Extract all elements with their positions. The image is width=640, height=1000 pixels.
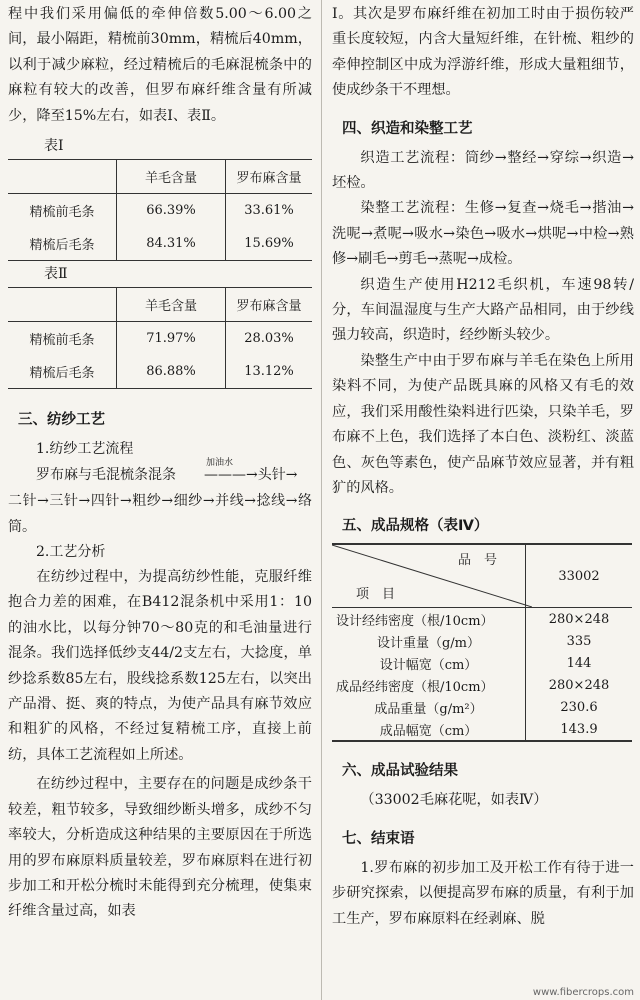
flow-text: →头针→ bbox=[246, 467, 298, 484]
table-cell: 86.88% bbox=[117, 355, 226, 389]
column-divider bbox=[321, 0, 322, 1000]
table-cell: 设计重量（g/m） bbox=[376, 635, 481, 651]
table-cell: 成品经纬密度（根/10cm） bbox=[336, 679, 494, 695]
table-header: 罗布麻含量 bbox=[226, 288, 313, 322]
table-row bbox=[8, 322, 312, 356]
table-row bbox=[8, 288, 312, 322]
arrow-with-label: 加油水 ——— bbox=[176, 462, 246, 488]
table-cell: 28.03% bbox=[244, 331, 294, 347]
body-paragraph: 染整生产中由于罗布麻与羊毛在染色上所用染料不同，为使产品既具麻的风格又有毛的效应，我们采用酸性染料进行匹染，只染羊毛，罗布麻不上色，我们选择了本白色、淡粉红、淡蓝色、灰色等素色，使产品麻节效应显著，并有粗犷的风格。 bbox=[332, 352, 634, 496]
section-5-heading: 五、成品规格（表Ⅳ） bbox=[342, 518, 489, 535]
subsection-2-heading: 2.工艺分析 bbox=[36, 544, 106, 561]
section-7-heading: 七、结束语 bbox=[342, 830, 415, 847]
table-row bbox=[8, 160, 312, 194]
dyeing-flow: 染整工艺流程：生修→复查→烧毛→揩油→洗呢→煮呢→吸水→染色→吸水→烘呢→中检→熟修→刷毛→剪毛→蒸呢→成检。 bbox=[332, 200, 634, 268]
spec-table bbox=[332, 543, 632, 742]
flow-text: 罗布麻与毛混梳条混条 bbox=[36, 467, 176, 484]
table-cell: 设计经纬密度（根/10cm） bbox=[332, 608, 526, 631]
table-cell: 71.97% bbox=[117, 322, 226, 356]
table-cell: 335 bbox=[526, 630, 633, 652]
diagonal-header bbox=[332, 545, 525, 607]
intro-paragraph: 程中我们采用偏低的牵伸倍数5.00～6.00之间，最小隔距，精梳前30mm，精梳后40mm，以利于减少麻粒，经过精梳后的毛麻混梳条中的麻粒有较大的改善，但罗布麻纤维含量有所减少，降至15%左右，如表Ⅰ、表Ⅱ。 bbox=[8, 6, 312, 124]
table-cell: 精梳前毛条 bbox=[8, 194, 117, 228]
table-cell: 143.9 bbox=[526, 718, 633, 741]
table-row bbox=[8, 194, 312, 228]
table-cell: 280×248 bbox=[526, 608, 633, 631]
table-cell: 成品幅宽（cm） bbox=[332, 718, 526, 741]
table-row bbox=[332, 608, 632, 631]
table-1 bbox=[8, 159, 312, 261]
table-cell: 成品重量（g/m²） bbox=[374, 701, 483, 717]
table-row bbox=[332, 718, 632, 741]
result-note: （33002毛麻花呢，如表Ⅳ） bbox=[360, 792, 548, 809]
table-cell bbox=[8, 160, 117, 194]
table-cell: 33.61% bbox=[244, 203, 294, 219]
body-paragraph: 织造生产使用H212毛织机，车速98转/分，车间温湿度与生产大路产品相同，由于纱线强力较高，织造时，经纱断头较少。 bbox=[332, 276, 634, 344]
table-2 bbox=[8, 287, 312, 389]
left-column bbox=[8, 0, 312, 925]
table-row bbox=[8, 227, 312, 261]
table-cell: 15.69% bbox=[244, 236, 294, 252]
table-cell bbox=[8, 288, 117, 322]
right-column bbox=[332, 0, 634, 932]
header-item: 项 目 bbox=[356, 587, 396, 603]
table-row bbox=[8, 355, 312, 389]
product-number: 33002 bbox=[526, 544, 633, 608]
table-cell: 230.6 bbox=[526, 696, 633, 718]
table-cell: 设计幅宽（cm） bbox=[379, 657, 478, 673]
table-cell: 13.12% bbox=[244, 364, 294, 380]
table-header: 羊毛含量 bbox=[117, 160, 226, 194]
subsection-1-heading: 1.纺纱工艺流程 bbox=[36, 441, 134, 458]
table-cell: 精梳前毛条 bbox=[8, 322, 117, 356]
table-header: 羊毛含量 bbox=[117, 288, 226, 322]
table-cell: 精梳后毛条 bbox=[8, 227, 117, 261]
section-6-heading: 六、成品试验结果 bbox=[342, 763, 458, 780]
section-4-heading: 四、织造和染整工艺 bbox=[342, 120, 473, 137]
section-3-heading: 三、纺纱工艺 bbox=[18, 412, 105, 429]
table-cell: 144 bbox=[526, 652, 633, 674]
table-cell: 精梳后毛条 bbox=[8, 355, 117, 389]
arrow-label: 加油水 bbox=[206, 458, 234, 469]
table-1-title: 表Ⅰ bbox=[44, 138, 64, 155]
table-cell: 84.31% bbox=[117, 227, 226, 261]
table-header: 罗布麻含量 bbox=[226, 160, 313, 194]
spinning-flow-line2: 二针→三针→四针→粗纱→细纱→并线→捻线→络筒。 bbox=[8, 493, 312, 536]
watermark: www.fibercrops.com bbox=[532, 987, 634, 998]
table-row bbox=[332, 652, 632, 674]
header-product-no: 品 号 bbox=[457, 553, 497, 569]
body-paragraph: Ⅰ。其次是罗布麻纤维在初加工时由于损伤较严重长度较短，内含大量短纤维，在针梳、粗纱的牵伸控制区中成为浮游纤维，形成大量粗细节，使成纱条干不理想。 bbox=[332, 6, 634, 99]
conclusion-paragraph: 1.罗布麻的初步加工及开松工作有待于进一步研究探索，以便提高罗布麻的质量，有利于加工生产，罗布麻原料在经剥麻、脱 bbox=[332, 859, 634, 927]
table-cell: 66.39% bbox=[117, 194, 226, 228]
table-row bbox=[332, 544, 632, 608]
spinning-flow bbox=[8, 458, 312, 488]
table-cell: 280×248 bbox=[526, 674, 633, 696]
diagonal-header-cell bbox=[332, 544, 526, 608]
weaving-flow: 织造工艺流程：筒纱→整经→穿综→织造→坯检。 bbox=[332, 149, 634, 192]
table-row bbox=[332, 630, 632, 652]
table-row bbox=[332, 696, 632, 718]
table-row bbox=[332, 674, 632, 696]
body-paragraph: 在纺纱过程中，主要存在的问题是成纱条干较差，粗节较多，导致细纱断头增多，成纱不匀率较大，分析造成这种结果的主要原因在于所选用的罗布麻原料质量较差，罗布麻原料在进行初步加工和开松分梳时未能得到充分梳理，使集束纤维含量过高，如表 bbox=[8, 776, 312, 920]
body-paragraph: 在纺纱过程中，为提高纺纱性能，克服纤维抱合力差的困难，在B412混条机中采用1：10的油水比，以每分钟70～80克的和毛油量进行混条。我们选择低纱支44/2支左右，大捻度，单纱捻系数85左右，股线捻系数125左右，以突出产品滑、挺、爽的特点，为使产品具有麻节效应和粗犷的风格，不经过复精梳工序，直接上前纺，具体工艺流程如上所述。 bbox=[8, 569, 312, 763]
table-2-title: 表Ⅱ bbox=[44, 266, 68, 283]
